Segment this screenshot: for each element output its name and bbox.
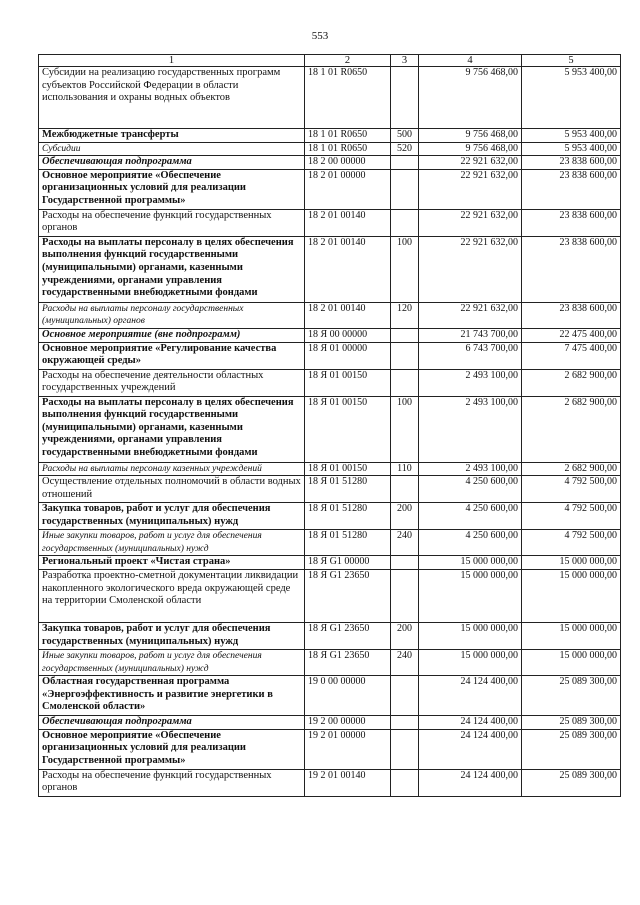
row-amount-1: 22 921 632,00 xyxy=(419,302,522,328)
table-row xyxy=(39,729,621,769)
row-amount-2: 25 089 300,00 xyxy=(522,676,621,716)
row-amount-1: 15 000 000,00 xyxy=(419,622,522,649)
row-name: Расходы на выплаты персоналу государственных (муниципальных) органов xyxy=(39,302,305,328)
table-row xyxy=(39,302,621,328)
row-type xyxy=(391,569,419,622)
table-row xyxy=(39,328,621,342)
header-col-1: 1 xyxy=(39,55,305,67)
table-row xyxy=(39,530,621,556)
row-amount-2: 5 953 400,00 xyxy=(522,129,621,143)
table-row xyxy=(39,342,621,369)
row-amount-2: 5 953 400,00 xyxy=(522,142,621,156)
row-type xyxy=(391,328,419,342)
row-code: 19 2 01 00000 xyxy=(305,729,391,769)
row-amount-2: 4 792 500,00 xyxy=(522,503,621,530)
row-amount-1: 22 921 632,00 xyxy=(419,169,522,209)
row-type: 520 xyxy=(391,142,419,156)
row-code: 18 2 01 00000 xyxy=(305,169,391,209)
row-name: Областная государственная программа «Энергоэффективность и развитие энергетики в Смоленской области» xyxy=(39,676,305,716)
row-amount-2: 7 475 400,00 xyxy=(522,342,621,369)
row-amount-2: 15 000 000,00 xyxy=(522,622,621,649)
row-code: 18 Я 01 51280 xyxy=(305,476,391,503)
row-code: 18 2 00 00000 xyxy=(305,156,391,170)
row-name: Расходы на обеспечение деятельности областных государственных учреждений xyxy=(39,369,305,396)
row-name: Основное мероприятие «Обеспечение организационных условий для реализации Государственной программы» xyxy=(39,169,305,209)
budget-table xyxy=(38,54,621,797)
table-row xyxy=(39,236,621,302)
row-amount-2: 15 000 000,00 xyxy=(522,649,621,675)
row-type: 240 xyxy=(391,530,419,556)
row-amount-1: 2 493 100,00 xyxy=(419,396,522,462)
row-amount-2: 23 838 600,00 xyxy=(522,236,621,302)
row-type xyxy=(391,209,419,236)
row-code: 18 1 01 R0650 xyxy=(305,129,391,143)
row-code: 18 Я G1 23650 xyxy=(305,622,391,649)
row-amount-1: 9 756 468,00 xyxy=(419,67,522,129)
row-amount-2: 4 792 500,00 xyxy=(522,530,621,556)
row-amount-2: 15 000 000,00 xyxy=(522,569,621,622)
table-row xyxy=(39,716,621,730)
row-type xyxy=(391,169,419,209)
row-amount-1: 15 000 000,00 xyxy=(419,569,522,622)
row-type: 240 xyxy=(391,649,419,675)
row-amount-1: 15 000 000,00 xyxy=(419,649,522,675)
row-amount-2: 15 000 000,00 xyxy=(522,556,621,570)
row-amount-1: 22 921 632,00 xyxy=(419,156,522,170)
row-amount-1: 2 493 100,00 xyxy=(419,369,522,396)
table-row xyxy=(39,569,621,622)
row-amount-2: 2 682 900,00 xyxy=(522,396,621,462)
row-code: 18 Я 01 00150 xyxy=(305,369,391,396)
row-type: 200 xyxy=(391,622,419,649)
row-code: 18 2 01 00140 xyxy=(305,302,391,328)
row-amount-2: 2 682 900,00 xyxy=(522,369,621,396)
row-type xyxy=(391,729,419,769)
row-amount-1: 2 493 100,00 xyxy=(419,462,522,476)
row-amount-1: 9 756 468,00 xyxy=(419,129,522,143)
table-row xyxy=(39,369,621,396)
row-name: Расходы на обеспечение функций государственных органов xyxy=(39,209,305,236)
row-code: 18 Я 01 00150 xyxy=(305,396,391,462)
table-row xyxy=(39,462,621,476)
row-type: 120 xyxy=(391,302,419,328)
row-name: Основное мероприятие «Регулирование качества окружающей среды» xyxy=(39,342,305,369)
row-name: Иные закупки товаров, работ и услуг для обеспечения государственных (муниципальных) нужд xyxy=(39,530,305,556)
row-type xyxy=(391,476,419,503)
row-type xyxy=(391,156,419,170)
header-col-2: 2 xyxy=(305,55,391,67)
table-row xyxy=(39,142,621,156)
row-type xyxy=(391,67,419,129)
row-name: Субсидии на реализацию государственных программ субъектов Российской Федерации в области использования и охраны водных объектов xyxy=(39,67,305,129)
row-name: Региональный проект «Чистая страна» xyxy=(39,556,305,570)
row-amount-1: 22 921 632,00 xyxy=(419,209,522,236)
table-row xyxy=(39,622,621,649)
table-row xyxy=(39,129,621,143)
row-name: Основное мероприятие «Обеспечение организационных условий для реализации Государственной программы» xyxy=(39,729,305,769)
row-type xyxy=(391,556,419,570)
row-type: 100 xyxy=(391,236,419,302)
row-amount-2: 4 792 500,00 xyxy=(522,476,621,503)
row-code: 18 Я 01 00150 xyxy=(305,462,391,476)
row-amount-1: 24 124 400,00 xyxy=(419,676,522,716)
table-row xyxy=(39,156,621,170)
row-type: 500 xyxy=(391,129,419,143)
row-code: 18 1 01 R0650 xyxy=(305,67,391,129)
header-col-4: 4 xyxy=(419,55,522,67)
row-amount-1: 4 250 600,00 xyxy=(419,476,522,503)
row-name: Осуществление отдельных полномочий в области водных отношений xyxy=(39,476,305,503)
table-row xyxy=(39,396,621,462)
table-row xyxy=(39,676,621,716)
row-amount-2: 5 953 400,00 xyxy=(522,67,621,129)
table-row xyxy=(39,67,621,129)
row-code: 18 Я 01 51280 xyxy=(305,503,391,530)
row-amount-1: 9 756 468,00 xyxy=(419,142,522,156)
table-row xyxy=(39,209,621,236)
row-type xyxy=(391,716,419,730)
row-code: 18 Я G1 23650 xyxy=(305,569,391,622)
header-col-5: 5 xyxy=(522,55,621,67)
row-amount-2: 23 838 600,00 xyxy=(522,209,621,236)
row-amount-2: 25 089 300,00 xyxy=(522,769,621,796)
row-code: 19 2 00 00000 xyxy=(305,716,391,730)
row-type: 200 xyxy=(391,503,419,530)
row-amount-2: 2 682 900,00 xyxy=(522,462,621,476)
row-amount-2: 23 838 600,00 xyxy=(522,302,621,328)
row-amount-1: 22 921 632,00 xyxy=(419,236,522,302)
row-name: Обеспечивающая подпрограмма xyxy=(39,156,305,170)
row-code: 18 2 01 00140 xyxy=(305,209,391,236)
row-amount-1: 4 250 600,00 xyxy=(419,503,522,530)
page-number: 553 xyxy=(311,30,329,42)
row-amount-2: 25 089 300,00 xyxy=(522,729,621,769)
row-amount-2: 22 475 400,00 xyxy=(522,328,621,342)
row-code: 18 1 01 R0650 xyxy=(305,142,391,156)
row-code: 18 Я 01 00000 xyxy=(305,342,391,369)
row-amount-1: 24 124 400,00 xyxy=(419,769,522,796)
row-amount-2: 23 838 600,00 xyxy=(522,156,621,170)
row-name: Межбюджетные трансферты xyxy=(39,129,305,143)
table-row xyxy=(39,556,621,570)
row-name: Расходы на обеспечение функций государственных органов xyxy=(39,769,305,796)
row-amount-1: 24 124 400,00 xyxy=(419,716,522,730)
row-code: 18 Я G1 23650 xyxy=(305,649,391,675)
row-code: 19 2 01 00140 xyxy=(305,769,391,796)
row-type xyxy=(391,769,419,796)
row-name: Расходы на выплаты персоналу в целях обеспечения выполнения функций государственными (муниципальными) органами, казенными учреждениями, органами управления государственными внебюджетными фондами xyxy=(39,236,305,302)
row-amount-2: 25 089 300,00 xyxy=(522,716,621,730)
row-amount-2: 23 838 600,00 xyxy=(522,169,621,209)
table-row xyxy=(39,169,621,209)
row-amount-1: 4 250 600,00 xyxy=(419,530,522,556)
row-code: 18 2 01 00140 xyxy=(305,236,391,302)
row-amount-1: 24 124 400,00 xyxy=(419,729,522,769)
row-name: Субсидии xyxy=(39,142,305,156)
row-type: 100 xyxy=(391,396,419,462)
table-row xyxy=(39,503,621,530)
row-amount-1: 6 743 700,00 xyxy=(419,342,522,369)
header-row xyxy=(39,55,621,67)
table-row xyxy=(39,769,621,796)
row-code: 18 Я G1 00000 xyxy=(305,556,391,570)
table-row xyxy=(39,649,621,675)
row-code: 19 0 00 00000 xyxy=(305,676,391,716)
row-type: 110 xyxy=(391,462,419,476)
row-type xyxy=(391,369,419,396)
table-row xyxy=(39,476,621,503)
row-amount-1: 15 000 000,00 xyxy=(419,556,522,570)
row-name: Расходы на выплаты персоналу казенных учреждений xyxy=(39,462,305,476)
row-type xyxy=(391,342,419,369)
row-code: 18 Я 00 00000 xyxy=(305,328,391,342)
row-amount-1: 21 743 700,00 xyxy=(419,328,522,342)
row-type xyxy=(391,676,419,716)
header-col-3: 3 xyxy=(391,55,419,67)
row-name: Иные закупки товаров, работ и услуг для обеспечения государственных (муниципальных) нужд xyxy=(39,649,305,675)
row-name: Разработка проектно-сметной документации ликвидации накопленного экологического вреда окружающей среде на территории Смоленской области xyxy=(39,569,305,622)
row-code: 18 Я 01 51280 xyxy=(305,530,391,556)
row-name: Закупка товаров, работ и услуг для обеспечения государственных (муниципальных) нужд xyxy=(39,622,305,649)
row-name: Расходы на выплаты персоналу в целях обеспечения выполнения функций государственными (муниципальными) органами, казенными учреждениями, органами управления государственными внебюджетными фондами xyxy=(39,396,305,462)
row-name: Закупка товаров, работ и услуг для обеспечения государственных (муниципальных) нужд xyxy=(39,503,305,530)
row-name: Обеспечивающая подпрограмма xyxy=(39,716,305,730)
row-name: Основное мероприятие (вне подпрограмм) xyxy=(39,328,305,342)
